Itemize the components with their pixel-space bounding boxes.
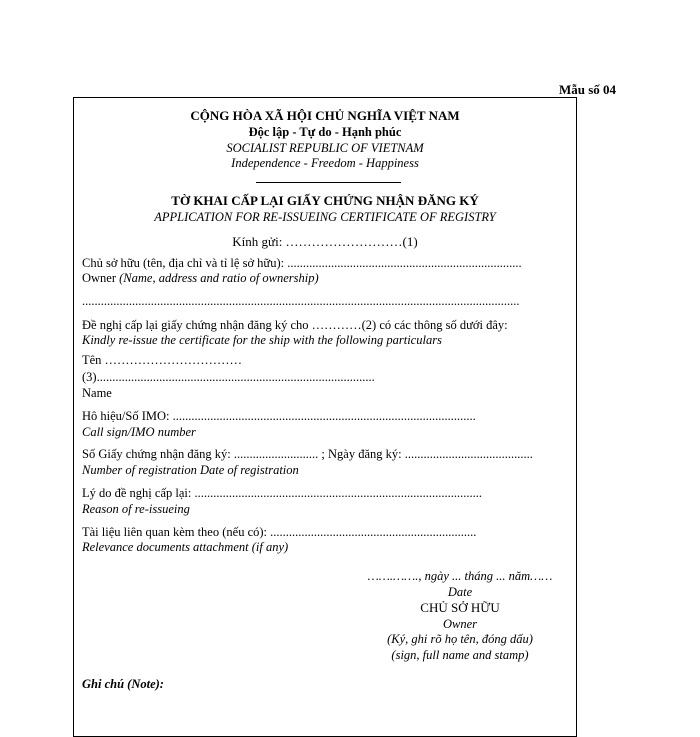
documents-field-en: Relevance documents attachment (if any) bbox=[82, 540, 289, 554]
callsign-field-vn: Hô hiệu/Số IMO: ................................................................................................. bbox=[82, 409, 476, 423]
form-title-en: APPLICATION FOR RE-ISSUEING CERTIFICATE OF REGISTRY bbox=[154, 210, 496, 224]
owner-label-en-prefix: Owner bbox=[82, 271, 120, 285]
reason-field-en: Reason of re-issueing bbox=[82, 502, 190, 516]
signature-owner-en: Owner bbox=[442, 617, 478, 631]
request-vn: Đề nghị cấp lại giấy chứng nhận đăng ký cho …………(2) có các thông số dưới đây: bbox=[82, 318, 508, 332]
header-divider bbox=[256, 182, 401, 183]
name-field-vn: Tên …………………………… bbox=[82, 353, 243, 367]
motto-vn: Độc lập - Tự do - Hạnh phúc bbox=[248, 125, 402, 139]
form-title-vn: TỜ KHAI CẤP LẠI GIẤY CHỨNG NHẬN ĐĂNG KÝ bbox=[171, 193, 479, 208]
owner-label-vn: Chủ sở hữu (tên, địa chỉ và tỉ lệ sở hữu): ........................................................................... bbox=[82, 256, 522, 270]
form-number: Mẫu số 04 bbox=[559, 82, 617, 97]
motto-en: Independence - Freedom - Happiness bbox=[231, 156, 419, 170]
registration-field-vn: Số Giấy chứng nhận đăng ký: ........................... ; Ngày đăng ký: ......................................... bbox=[82, 447, 533, 461]
country-name-en: SOCIALIST REPUBLIC OF VIETNAM bbox=[226, 141, 424, 155]
callsign-field-en: Call sign/IMO number bbox=[82, 425, 196, 439]
reason-field-vn: Lý do đề nghị cấp lại: ............................................................................................ bbox=[82, 486, 482, 500]
note-label: Ghi chú (Note): bbox=[82, 677, 164, 691]
registration-field-en: Number of registration Date of registration bbox=[82, 463, 299, 477]
owner-label-en bbox=[82, 272, 319, 285]
country-name-vn: CỘNG HÒA XÃ HỘI CHỦ NGHĨA VIỆT NAM bbox=[190, 108, 460, 123]
documents-field-vn: Tài liệu liên quan kèm theo (nếu có): .................................................................. bbox=[82, 525, 477, 539]
owner-blank-line: ............................................................................................................................................ bbox=[82, 294, 520, 308]
addressee-line: Kính gửi: ………………………(1) bbox=[232, 234, 418, 249]
signature-note-en: (sign, full name and stamp) bbox=[391, 648, 529, 662]
request-en: Kindly re-issue the certificate for the ship with the following particulars bbox=[82, 333, 442, 347]
signature-date-en: Date bbox=[447, 585, 473, 599]
signature-date-vn: …….……., ngày ... tháng ... năm…… bbox=[367, 569, 553, 583]
signature-note-vn: (Ký, ghi rõ họ tên, đóng dấu) bbox=[387, 632, 533, 646]
name-field-line2: (3)......................................................................................... bbox=[82, 370, 375, 384]
signature-owner-vn: CHỦ SỞ HỮU bbox=[420, 600, 500, 615]
name-field-en: Name bbox=[82, 386, 112, 400]
owner-label-en-detail: (Name, address and ratio of ownership) bbox=[119, 271, 319, 285]
